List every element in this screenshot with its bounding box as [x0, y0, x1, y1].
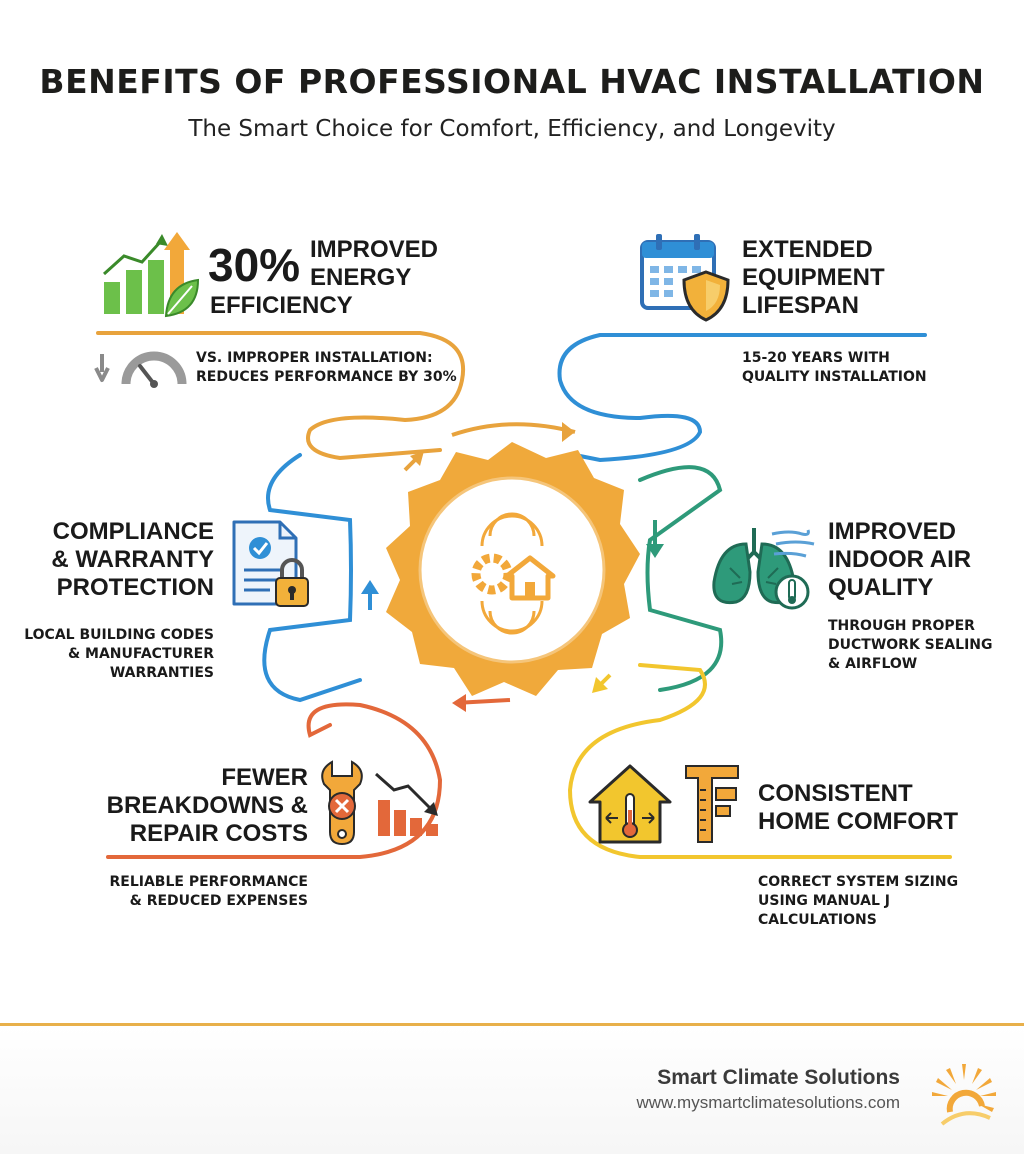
compliance-desc-line-3: WARRANTIES [109, 665, 214, 681]
energy-desc-line-2: REDUCES PERFORMANCE BY 30% [196, 369, 457, 385]
air-description [828, 617, 992, 674]
compliance-heading-line-3: PROTECTION [56, 574, 214, 601]
air-desc-line-2: DUCTWORK SEALING [828, 637, 993, 653]
energy-desc-line-1: VS. IMPROPER INSTALLATION: [196, 350, 433, 366]
compliance-desc-line-1: LOCAL BUILDING CODES [24, 627, 214, 643]
wrench-chart-icon [316, 760, 446, 850]
air-desc-line-3: & AIRFLOW [828, 656, 918, 672]
air-desc-line-1: THROUGH PROPER [828, 618, 975, 634]
lifespan-desc-line-1: 15-20 YEARS WITH [742, 350, 890, 366]
comfort-desc-line-3: CALCULATIONS [758, 912, 877, 928]
breakdowns-heading-line-3: REPAIR COSTS [129, 820, 308, 847]
footer [0, 1026, 1024, 1154]
comfort-heading-line-2: HOME COMFORT [758, 808, 958, 835]
comfort-heading [758, 780, 958, 836]
comfort-desc-line-1: CORRECT SYSTEM SIZING [758, 874, 959, 890]
comfort-description [758, 873, 958, 930]
energy-heading-line-2: ENERGY [310, 264, 412, 291]
energy-description [196, 349, 457, 387]
house-thermometer-icon [586, 760, 756, 850]
lifespan-description [742, 349, 927, 387]
lifespan-desc-line-2: QUALITY INSTALLATION [742, 369, 927, 385]
page-subtitle: The Smart Choice for Comfort, Efficiency, and Longevity [188, 116, 836, 142]
breakdowns-desc-line-1: RELIABLE PERFORMANCE [109, 874, 308, 890]
compliance-description [14, 626, 214, 683]
gauge-icon [96, 350, 191, 390]
document-lock-icon [230, 520, 320, 610]
lungs-air-icon [710, 522, 820, 612]
energy-heading-line-3: EFFICIENCY [210, 292, 353, 319]
breakdowns-desc-line-2: & REDUCED EXPENSES [129, 893, 308, 909]
energy-heading [310, 236, 438, 292]
air-heading-line-1: IMPROVED [828, 518, 957, 545]
footer-brand: Smart Climate Solutions [657, 1066, 900, 1089]
breakdowns-description [60, 873, 308, 911]
air-heading [828, 518, 971, 602]
lifespan-heading-line-3: LIFESPAN [742, 292, 859, 319]
footer-url[interactable]: www.mysmartclimatesolutions.com [636, 1093, 900, 1112]
breakdowns-heading-line-2: BREAKDOWNS & [106, 792, 308, 819]
energy-heading-line-1: IMPROVED [310, 236, 439, 263]
comfort-desc-line-2: USING MANUAL J [758, 893, 891, 909]
air-heading-line-2: INDOOR AIR [828, 546, 972, 573]
calendar-shield-icon [640, 234, 730, 324]
energy-stat: 30% [208, 239, 301, 291]
compliance-heading [20, 518, 214, 602]
compliance-heading-line-2: & WARRANTY [51, 546, 214, 573]
compliance-heading-line-1: COMPLIANCE [52, 518, 214, 545]
comfort-heading-line-1: CONSISTENT [758, 780, 913, 807]
compliance-desc-line-2: & MANUFACTURER [67, 646, 214, 662]
breakdowns-heading [60, 764, 308, 848]
gear-house-icon [452, 506, 572, 626]
page-title: BENEFITS OF PROFESSIONAL HVAC INSTALLATION [39, 62, 985, 101]
sun-logo-icon [924, 1058, 1004, 1138]
lifespan-heading [742, 236, 885, 320]
air-heading-line-3: QUALITY [828, 574, 934, 601]
lifespan-heading-line-2: EQUIPMENT [742, 264, 885, 291]
bar-chart-leaf-icon [98, 230, 208, 320]
breakdowns-heading-line-1: FEWER [221, 764, 308, 791]
lifespan-heading-line-1: EXTENDED [742, 236, 873, 263]
